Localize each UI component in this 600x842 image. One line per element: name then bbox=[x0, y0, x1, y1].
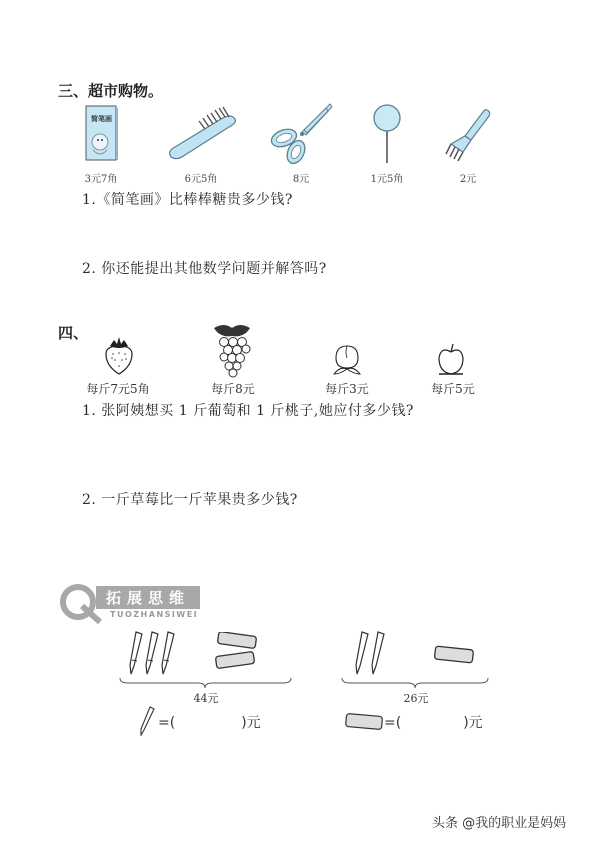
section4-title: 四、 bbox=[58, 324, 89, 342]
question-3-2: 2. 你还能提出其他数学问题并解答吗? bbox=[82, 261, 327, 277]
lollipop-icon bbox=[370, 103, 404, 169]
pens-icon bbox=[352, 630, 392, 676]
price-label: 6元5角 bbox=[184, 174, 218, 185]
pen-icon bbox=[138, 706, 156, 736]
fruit-price-label: 每斤8元 bbox=[211, 382, 255, 396]
total-label: 26元 bbox=[403, 692, 429, 705]
peach-icon bbox=[330, 342, 364, 380]
banner-subtitle: TUOZHANSIWEI bbox=[110, 610, 199, 619]
apple-icon bbox=[436, 342, 466, 380]
pencil-case-icon bbox=[344, 712, 384, 732]
question-4-2: 2. 一斤草莓比一斤苹果贵多少钱? bbox=[82, 492, 298, 508]
pencil-case-icon bbox=[432, 644, 476, 666]
comb-icon bbox=[165, 105, 240, 167]
pens-icon bbox=[126, 630, 182, 676]
price-label: 1元5角 bbox=[370, 174, 404, 185]
book-icon bbox=[83, 104, 119, 162]
price-label: 3元7角 bbox=[84, 174, 118, 185]
price-label: 2元 bbox=[459, 174, 477, 185]
section3-title: 三、超市购物。 bbox=[58, 82, 164, 100]
brace bbox=[118, 676, 293, 690]
brace bbox=[340, 676, 490, 690]
pencil-case-icon bbox=[214, 632, 260, 672]
total-label: 44元 bbox=[193, 692, 219, 705]
fork-icon bbox=[443, 106, 493, 166]
scissors-icon bbox=[268, 102, 334, 168]
problem-2 bbox=[340, 628, 490, 738]
question-3-1: 1.《简笔画》比棒棒糖贵多少钱? bbox=[82, 192, 293, 208]
question-4-1: 1. 张阿姨想买 1 斤葡萄和 1 斤桃子,她应付多少钱? bbox=[82, 403, 414, 419]
banner-title: 拓展思维 bbox=[96, 586, 200, 609]
problem-1 bbox=[118, 628, 293, 738]
price-label: 8元 bbox=[292, 174, 310, 185]
answer-blank[interactable]: =( )元 bbox=[384, 715, 483, 731]
book-cover-text: 简笔画 bbox=[91, 114, 112, 123]
answer-blank[interactable]: =( )元 bbox=[158, 715, 261, 731]
fruit-price-label: 每斤5元 bbox=[431, 382, 475, 396]
fruit-price-label: 每斤7元5角 bbox=[86, 382, 150, 396]
strawberry-icon bbox=[103, 336, 135, 380]
fruit-price-label: 每斤3元 bbox=[325, 382, 369, 396]
watermark: 头条 @我的职业是妈妈 bbox=[432, 816, 567, 831]
grapes-icon bbox=[212, 322, 254, 382]
extension-banner bbox=[58, 582, 218, 624]
